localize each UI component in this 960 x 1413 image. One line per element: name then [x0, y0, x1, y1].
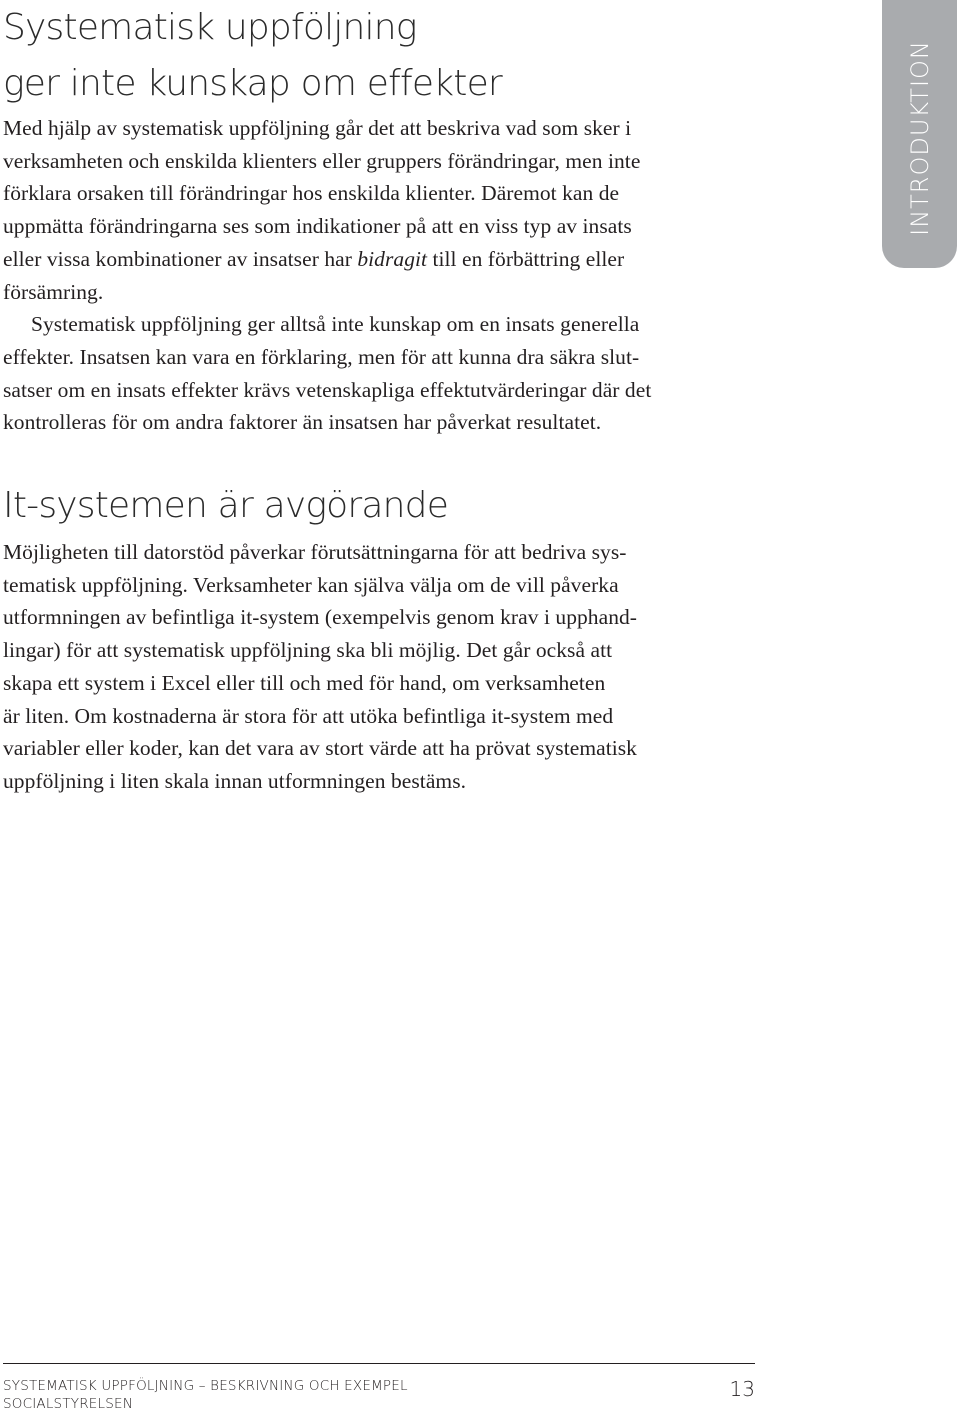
- text-run: eller vissa kombinationer av insatser har: [3, 246, 358, 271]
- section-heading-it-systemen: It-systemen är avgörande: [3, 485, 449, 526]
- paragraph-line: verksamheten och enskilda klienters eller gruppers förändringar, men inte: [3, 148, 641, 173]
- paragraph-line: uppmätta förändringarna ses som indikationer på att en viss typ av insats: [3, 214, 632, 239]
- chapter-tab-label-wrap: [882, 0, 957, 268]
- paragraph-line: försämring.: [3, 279, 104, 304]
- section-body-it-systemen: [3, 536, 753, 798]
- italic-text-run: bidragit: [357, 246, 428, 271]
- paragraph-line: skapa ett system i Excel eller till och med för hand, om verksamheten: [3, 670, 606, 695]
- paragraph-line: Systematisk uppföljning ger alltså inte kunskap om en insats generella: [31, 312, 640, 337]
- footer-publication-title: SYSTEMATISK UPPFÖLJNING – BESKRIVNING OCH EXEMPEL: [3, 1378, 408, 1394]
- paragraph-line: är liten. Om kostnaderna är stora för att utöka befintliga it-system med: [3, 703, 614, 728]
- paragraph-line: kontrolleras för om andra faktorer än insatsen har påverkat resultatet.: [3, 410, 602, 435]
- paragraph-line: satser om en insats effekter krävs vetenskapliga effektutvärderingar där det: [3, 377, 652, 402]
- running-footer: [3, 1377, 408, 1413]
- paragraph-line: [3, 243, 753, 276]
- text-run: till en förbättring eller: [427, 246, 625, 271]
- page-number: 13: [729, 1377, 755, 1401]
- chapter-tab-label: INTRODUKTION: [905, 40, 934, 236]
- paragraph-line: effekter. Insatsen kan vara en förklaring, men för att kunna dra säkra slut-: [3, 344, 640, 369]
- chapter-tab: [882, 0, 957, 268]
- paragraph-line: Möjligheten till datorstöd påverkar förutsättningarna för att bedriva sys-: [3, 540, 627, 564]
- footer-publisher: SOCIALSTYRELSEN: [3, 1396, 134, 1412]
- paragraph-line: lingar) för att systematisk uppföljning ska bli möjlig. Det går också att: [3, 638, 613, 663]
- paragraph-line: förklara orsaken till förändringar hos enskilda klienter. Däremot kan de: [3, 181, 620, 206]
- section-heading-systematisk-uppfoljning: [3, 0, 763, 112]
- paragraph-line: variabler eller koder, kan det vara av stort värde att ha prövat systematisk: [3, 736, 637, 761]
- paragraph-line: uppföljning i liten skala innan utformningen bestäms.: [3, 768, 467, 793]
- heading-line: Systematisk uppföljning: [3, 7, 417, 48]
- heading-line: ger inte kunskap om effekter: [3, 63, 502, 104]
- paragraph-line: tematisk uppföljning. Verksamheter kan själva välja om de vill påverka: [3, 572, 619, 597]
- section-body-systematisk-uppfoljning: [3, 112, 753, 439]
- paragraph-line: Med hjälp av systematisk uppföljning går det att beskriva vad som sker i: [3, 116, 632, 140]
- footer-divider: [3, 1363, 755, 1364]
- paragraph-line: utformningen av befintliga it-system (exempelvis genom krav i upphand-: [3, 605, 638, 630]
